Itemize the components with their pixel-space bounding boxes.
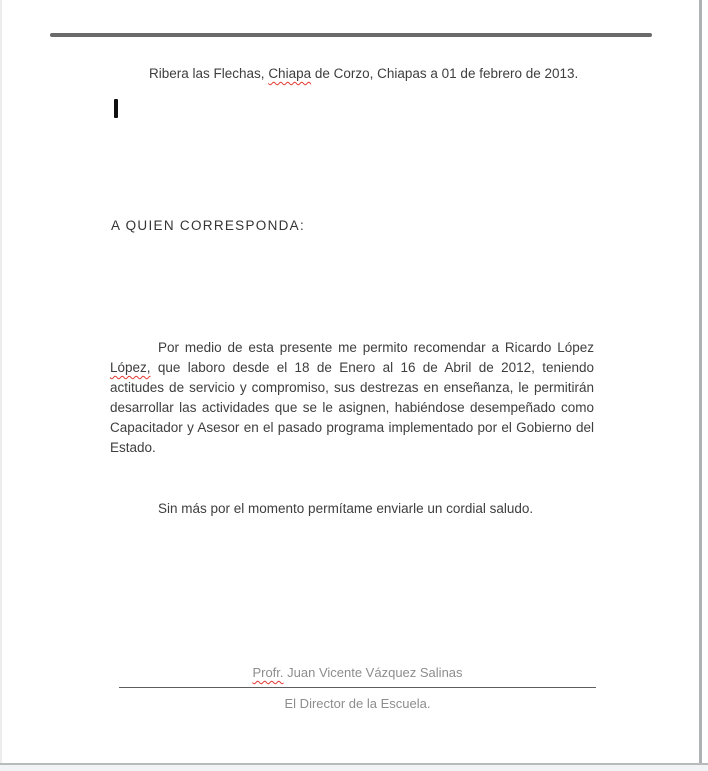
page-bottom-edge (0, 763, 708, 771)
text-cursor (114, 99, 118, 118)
body-paragraph-text-post: que laboro desde el 18 de Enero al 16 de Abril de 2012, teniendo actitudes de servicio y compromiso, sus destrezas en enseñanza, le permitirán desarrollar las actividades que se le asignen, habiéndose desempeñado como Capacitador y Asesor en el pasado programa implementado por el Gobierno del Estado. (110, 360, 594, 455)
top-horizontal-rule (50, 33, 652, 37)
signature-title: El Director de la Escuela. (284, 696, 431, 711)
closing-line: Sin más por el momento permítame enviarle un cordial saludo. (158, 501, 534, 516)
salutation-line: A QUIEN CORRESPONDA: (111, 218, 306, 233)
date-line-text-post: de Corzo, Chiapas a 01 de febrero de 2013. (311, 66, 579, 81)
spellcheck-flagged-word: Profr. (252, 665, 284, 680)
signature-name-text: Juan Vicente Vázquez Salinas (283, 665, 463, 680)
date-line (149, 66, 578, 81)
signature-name (119, 665, 596, 680)
signature-rule (119, 687, 596, 688)
body-paragraph (110, 338, 594, 458)
date-line-text-pre: Ribera las Flechas, (149, 66, 269, 81)
spellcheck-flagged-word: López, (110, 360, 151, 375)
spellcheck-flagged-word: Chiapa (268, 66, 312, 81)
body-paragraph-text-pre: Por medio de esta presente me permito recomendar a Ricardo López (158, 340, 594, 355)
